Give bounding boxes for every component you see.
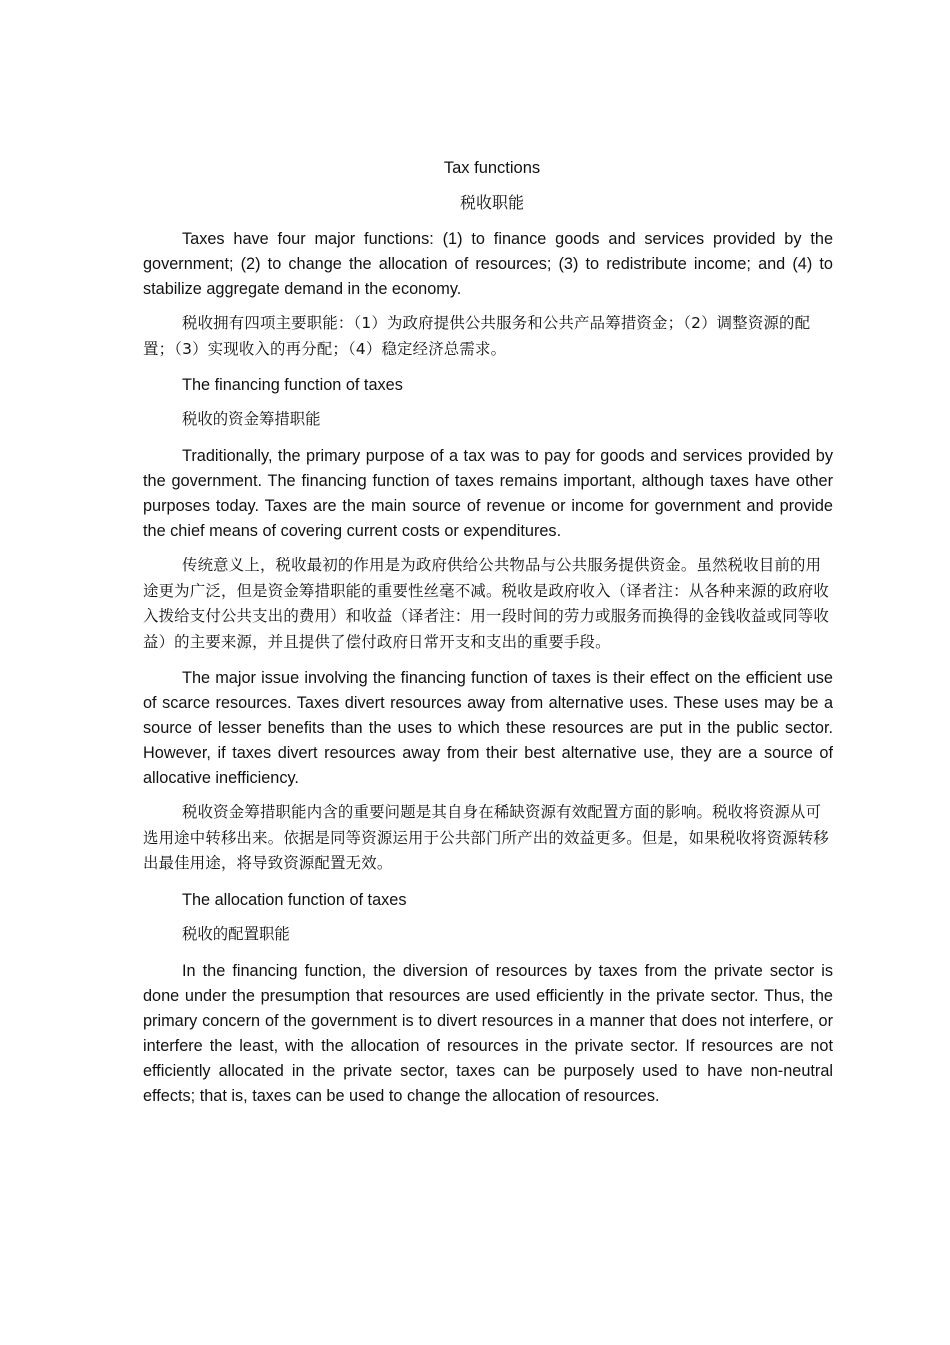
- section-heading-financing-en: The financing function of taxes: [182, 376, 403, 394]
- financing-paragraph-zh: 传统意义上，税收最初的作用是为政府供给公共物品与公共服务提供资金。虽然税收目前的用途更为广泛，但是资金筹措职能的重要性丝毫不减。税收是政府收入（译者注：从各种来源的政府收入拨给支付公共支出的费用）和收益（译者注：用一段时间的劳力或服务而换得的金钱收益或同等收益）的主要来源，并且提供了偿付政府日常开支和支出的重要手段。: [143, 556, 829, 651]
- document-title-chinese: 税收职能: [459, 193, 524, 212]
- document-page: [143, 156, 833, 1118]
- intro-paragraph-en: Taxes have four major functions: (1) to finance goods and services provided by the government; (2) to change the allocation of resources; (3) to redistribute income; and (4) to stabilize aggregate demand in the economy.: [143, 230, 833, 298]
- section-heading-allocation-zh: 税收的配置职能: [182, 924, 290, 943]
- document-title: Tax functions: [443, 159, 541, 177]
- financing-paragraph-en: Traditionally, the primary purpose of a tax was to pay for goods and services provided by the government. The financing function of taxes remains important, although taxes have other purposes today. Taxes are the main source of revenue or income for government and provide the chief means of covering current costs or expenditures.: [143, 447, 833, 540]
- section-heading-financing-zh: 税收的资金筹措职能: [182, 410, 321, 428]
- financing-issue-paragraph-zh: 税收资金筹措职能内含的重要问题是其自身在稀缺资源有效配置方面的影响。税收将资源从可选用途中转移出来。依据是同等资源运用于公共部门所产出的效益更多。但是，如果税收将资源转移出最佳用途，将导致资源配置无效。: [143, 803, 829, 872]
- section-heading-allocation-en: The allocation function of taxes: [182, 890, 407, 909]
- allocation-paragraph-en: In the financing function, the diversion of resources by taxes from the private sector is done under the presumption that resources are used efficiently in the private sector. Thus, the primary concern of the government is to divert resources in a manner that does not interfere, or interfere the least, with the allocation of resources in the private sector. If resources are not efficiently allocated in the private sector, taxes can be purposely used to have non-neutral effects; that is, taxes can be used to change the allocation of resources.: [143, 961, 833, 1105]
- intro-paragraph-zh: 税收拥有四项主要职能：（1）为政府提供公共服务和公共产品筹措资金；（2）调整资源的配置；（3）实现收入的再分配；（4）稳定经济总需求。: [143, 314, 811, 358]
- financing-issue-paragraph-en: The major issue involving the financing function of taxes is their effect on the efficient use of scarce resources. Taxes divert resources away from alternative uses. These uses may be a source of lesser benefits than the uses to which these resources are put in the public sector. However, if taxes divert resources away from their best alternative use, they are a source of allocative inefficiency.: [143, 669, 833, 787]
